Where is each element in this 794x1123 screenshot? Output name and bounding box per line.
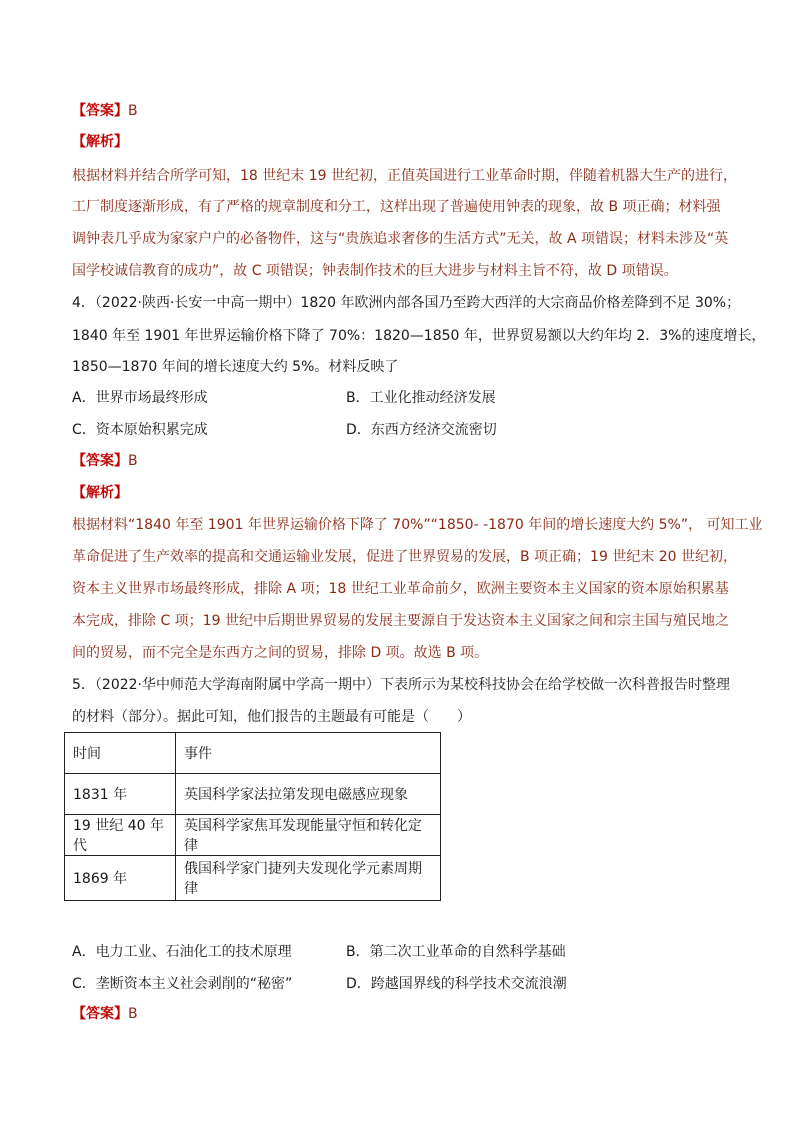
table-header-cell: 事件 xyxy=(176,733,441,774)
q4-analysis-line: 间的贸易，而不完全是东西方之间的贸易，排除 D 项。故选 B 项。 xyxy=(72,645,489,661)
q5-stem-line: 5．（2022·华中师范大学海南附属中学高一期中）下表所示为某校科技协会在给学校做一次科普报告时整理 xyxy=(72,677,730,693)
q3-analysis-line: 国学校诚信教育的成功”，故 C 项错误；钟表制作技术的巨大进步与材料主旨不符，故 D 项错误。 xyxy=(72,263,678,279)
q3-analysis-line: 根据材料并结合所学可知，18 世纪末 19 世纪初，正值英国进行工业革命时期，伴随着机器大生产的进行， xyxy=(72,168,737,184)
q4-stem-line: 1850—1870 年间的增长速度大约 5%。材料反映了 xyxy=(72,359,399,375)
table-cell: 俄国科学家门捷列夫发现化学元素周期律 xyxy=(176,856,441,901)
table-row xyxy=(65,774,441,815)
q4-option-a: A．世界市场最终形成 xyxy=(72,390,208,406)
q4-stem-line: 4．（2022·陕西·长安一中高一期中）1820 年欧洲内部各国乃至跨大西洋的大宗商品价格差降到不足 30%； xyxy=(72,295,741,311)
table-cell: 英国科学家法拉第发现电磁感应现象 xyxy=(176,774,441,815)
q5-table xyxy=(64,732,441,901)
q4-analysis-line: 本完成，排除 C 项；19 世纪中后期世界贸易的发展主要源自于发达资本主义国家之间和宗主国与殖民地之 xyxy=(72,613,729,629)
q4-stem-line: 1840 年至 1901 年世界运输价格下降了 70%：1820—1850 年，世界贸易额以大约年均 2．3%的速度增长， xyxy=(72,328,766,344)
table-header-row xyxy=(65,733,441,774)
table-cell: 英国科学家焦耳发现能量守恒和转化定律 xyxy=(176,815,441,856)
table-row xyxy=(65,815,441,856)
table-header-cell: 时间 xyxy=(65,733,176,774)
q5-option-a: A．电力工业、石油化工的技术原理 xyxy=(72,944,292,960)
answer-tag: 【答案】 xyxy=(72,1006,128,1022)
q5-answer-line xyxy=(72,1004,138,1024)
q5-option-b: B．第二次工业革命的自然科学基础 xyxy=(346,944,566,960)
q4-analysis-line: 革命促进了生产效率的提高和交通运输业发展，促进了世界贸易的发展，B 项正确；19 世纪末 20 世纪初， xyxy=(72,549,738,565)
answer-value: B xyxy=(128,103,138,119)
analysis-tag: 【解析】 xyxy=(72,134,128,150)
analysis-tag: 【解析】 xyxy=(72,485,128,501)
table-cell: 19 世纪 40 年代 xyxy=(65,815,176,856)
q4-option-d: D．东西方经济交流密切 xyxy=(346,422,497,438)
q3-analysis-line: 工厂制度逐渐形成，有了严格的规章制度和分工，这样出现了普遍使用钟表的现象，故 B 项正确；材料强 xyxy=(72,199,721,215)
q3-answer-line xyxy=(72,101,138,121)
q4-analysis-line: 根据材料“1840 年至 1901 年世界运输价格下降了 70%”“1850- -1870 年间的增长速度大约 5%”， 可知工业 xyxy=(72,517,763,533)
q3-analysis-tag-line xyxy=(72,132,128,152)
q4-option-c: C．资本原始积累完成 xyxy=(72,422,208,438)
q4-analysis-tag-line xyxy=(72,483,128,503)
answer-tag: 【答案】 xyxy=(72,453,128,469)
table-row xyxy=(65,856,441,901)
q3-analysis-line: 调钟表几乎成为家家户户的必备物件，这与“贵族追求奢侈的生活方式”无关，故 A 项错误；材料未涉及“英 xyxy=(72,231,729,247)
q4-option-b: B．工业化推动经济发展 xyxy=(346,390,496,406)
answer-value: B xyxy=(128,1006,138,1022)
q5-option-c: C．垄断资本主义社会剥削的“秘密” xyxy=(72,976,293,992)
q5-option-d: D．跨越国界线的科学技术交流浪潮 xyxy=(346,976,567,992)
q5-stem-line: 的材料（部分）。据此可知，他们报告的主题最有可能是（ ） xyxy=(72,709,471,725)
table-cell: 1831 年 xyxy=(65,774,176,815)
q4-answer-line xyxy=(72,451,138,471)
answer-value: B xyxy=(128,453,138,469)
q4-analysis-line: 资本主义世界市场最终形成，排除 A 项；18 世纪工业革命前夕，欧洲主要资本主义国家的资本原始积累基 xyxy=(72,581,729,597)
table-cell: 1869 年 xyxy=(65,856,176,901)
answer-tag: 【答案】 xyxy=(72,103,128,119)
